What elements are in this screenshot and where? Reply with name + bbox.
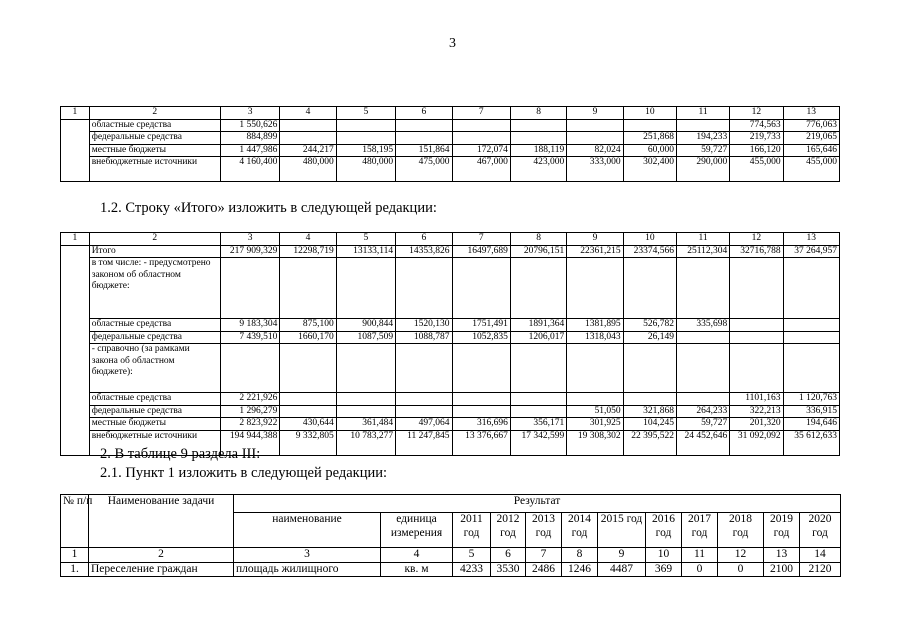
year-header: 2011 год <box>453 513 491 548</box>
value-cell <box>623 344 676 393</box>
value-cell: 1087,509 <box>336 331 395 344</box>
column-number: 11 <box>676 107 729 120</box>
value-cell: 1052,835 <box>452 331 510 344</box>
value-cell: 290,000 <box>676 157 729 182</box>
year-header: 2020 год <box>800 513 841 548</box>
value-cell: 37 264,957 <box>783 245 839 258</box>
value-cell <box>623 119 676 132</box>
column-number: 7 <box>452 107 510 120</box>
column-number: 9 <box>598 548 646 563</box>
value-cell: 336,915 <box>783 405 839 418</box>
value-cell: 188,119 <box>510 144 566 157</box>
value-cell: 59,727 <box>676 418 729 431</box>
column-number: 6 <box>491 548 526 563</box>
table-row <box>61 245 840 258</box>
column-number: 13 <box>783 233 839 246</box>
column-number: 12 <box>718 548 764 563</box>
value-cell: 20796,151 <box>510 245 566 258</box>
value-cell: 10 783,277 <box>336 430 395 455</box>
value-cell: 2100 <box>764 562 800 577</box>
value-cell <box>676 258 729 319</box>
value-cell: 3530 <box>491 562 526 577</box>
value-cell <box>567 258 623 319</box>
column-number: 1 <box>61 107 90 120</box>
column-number: 10 <box>646 548 682 563</box>
year-header: 2017 год <box>682 513 718 548</box>
value-cell: 60,000 <box>623 144 676 157</box>
value-cell <box>676 119 729 132</box>
paragraph-1-2: 1.2. Строку «Итого» изложить в следующей редакции: <box>100 200 437 216</box>
value-cell: 9 183,304 <box>220 319 279 332</box>
column-number: 3 <box>234 548 381 563</box>
value-cell: 900,844 <box>336 319 395 332</box>
value-cell <box>280 405 336 418</box>
value-cell <box>280 258 336 319</box>
value-cell: 25112,304 <box>676 245 729 258</box>
value-cell: 22 395,522 <box>623 430 676 455</box>
table-row <box>61 119 840 132</box>
value-cell <box>452 393 510 406</box>
value-cell: 884,899 <box>220 132 279 145</box>
value-cell: 1 447,986 <box>220 144 279 157</box>
value-cell: 467,000 <box>452 157 510 182</box>
value-cell <box>510 405 566 418</box>
value-cell: 430,644 <box>280 418 336 431</box>
value-cell: 244,217 <box>280 144 336 157</box>
column-number: 13 <box>783 107 839 120</box>
value-cell: 11 247,845 <box>396 430 452 455</box>
value-cell <box>452 119 510 132</box>
value-cell: 35 612,633 <box>783 430 839 455</box>
value-cell: 59,727 <box>676 144 729 157</box>
table-row <box>61 157 840 182</box>
value-cell: 2 823,922 <box>220 418 279 431</box>
value-cell: 194,233 <box>676 132 729 145</box>
paragraph-2: 2. В таблице 9 раздела III: <box>100 446 261 462</box>
value-cell: 321,868 <box>623 405 676 418</box>
value-cell <box>783 344 839 393</box>
value-cell <box>783 331 839 344</box>
value-cell: 1381,895 <box>567 319 623 332</box>
row-label: областные средства <box>89 393 220 406</box>
value-cell <box>220 344 279 393</box>
column-number: 5 <box>336 107 395 120</box>
column-number: 3 <box>220 233 279 246</box>
value-cell <box>336 258 395 319</box>
column-number: 7 <box>526 548 562 563</box>
column-number: 2 <box>89 107 220 120</box>
value-cell: 23374,566 <box>623 245 676 258</box>
row-label: Итого <box>89 245 220 258</box>
value-cell: 361,484 <box>336 418 395 431</box>
value-cell: 22361,215 <box>567 245 623 258</box>
value-cell: 774,563 <box>730 119 783 132</box>
value-cell: 4 160,400 <box>220 157 279 182</box>
value-cell: 14353,826 <box>396 245 452 258</box>
table-row <box>61 144 840 157</box>
header-number: № п/п <box>61 495 89 548</box>
value-cell: 1246 <box>562 562 598 577</box>
value-cell: 2486 <box>526 562 562 577</box>
value-cell: 480,000 <box>336 157 395 182</box>
value-cell: 1751,491 <box>452 319 510 332</box>
value-cell: 2 221,926 <box>220 393 279 406</box>
value-cell: 423,000 <box>510 157 566 182</box>
value-cell: 302,400 <box>623 157 676 182</box>
value-cell <box>567 132 623 145</box>
value-cell <box>452 344 510 393</box>
row-label: в том числе: - предусмотрено законом об областном бюджете: <box>89 258 220 319</box>
value-cell: 7 439,510 <box>220 331 279 344</box>
value-cell: 1 550,626 <box>220 119 279 132</box>
value-cell: 4487 <box>598 562 646 577</box>
column-number: 11 <box>676 233 729 246</box>
total-budget-table <box>60 232 840 456</box>
value-cell: 333,000 <box>567 157 623 182</box>
year-header: 2015 год <box>598 513 646 548</box>
header-task: Наименование задачи <box>89 495 234 548</box>
row-label: федеральные средства <box>89 405 220 418</box>
value-cell: 12298,719 <box>280 245 336 258</box>
year-header: 2014 год <box>562 513 598 548</box>
table-row <box>61 331 840 344</box>
value-cell: 1660,170 <box>280 331 336 344</box>
value-cell: 26,149 <box>623 331 676 344</box>
value-cell: 13133,114 <box>336 245 395 258</box>
value-cell: 875,100 <box>280 319 336 332</box>
value-cell: 264,233 <box>676 405 729 418</box>
value-cell <box>510 258 566 319</box>
column-number: 2 <box>89 548 234 563</box>
table-row <box>61 319 840 332</box>
value-cell <box>676 344 729 393</box>
column-number: 10 <box>623 233 676 246</box>
column-number: 6 <box>396 233 452 246</box>
value-cell <box>336 405 395 418</box>
column-number: 3 <box>220 107 279 120</box>
value-cell <box>567 393 623 406</box>
column-number: 12 <box>730 107 783 120</box>
value-cell: 201,320 <box>730 418 783 431</box>
column-number: 2 <box>89 233 220 246</box>
value-cell: 165,646 <box>783 144 839 157</box>
column-number: 8 <box>510 233 566 246</box>
value-cell <box>396 393 452 406</box>
year-header: 2012 год <box>491 513 526 548</box>
header-result: Результат <box>234 495 841 513</box>
value-cell <box>336 344 395 393</box>
value-cell <box>567 344 623 393</box>
table-header-row <box>61 233 840 246</box>
value-cell: 217 909,329 <box>220 245 279 258</box>
value-cell <box>452 258 510 319</box>
value-cell: 322,213 <box>730 405 783 418</box>
table-row <box>61 405 840 418</box>
value-cell: 1 120,763 <box>783 393 839 406</box>
value-cell <box>510 119 566 132</box>
value-cell: 17 342,599 <box>510 430 566 455</box>
row-index-cell <box>61 245 90 455</box>
value-cell: 194,646 <box>783 418 839 431</box>
row-label: федеральные средства <box>89 331 220 344</box>
budget-table-continuation <box>60 106 840 182</box>
value-cell: 1. <box>61 562 89 577</box>
value-cell: 0 <box>718 562 764 577</box>
value-cell: 369 <box>646 562 682 577</box>
value-cell: 1206,017 <box>510 331 566 344</box>
row-index-cell <box>61 119 90 182</box>
value-cell <box>396 344 452 393</box>
value-cell <box>623 258 676 319</box>
value-cell: 104,245 <box>623 418 676 431</box>
value-cell <box>396 258 452 319</box>
value-cell <box>730 331 783 344</box>
value-cell <box>280 344 336 393</box>
value-cell: 301,925 <box>567 418 623 431</box>
column-number: 13 <box>764 548 800 563</box>
column-number: 9 <box>567 107 623 120</box>
column-number: 4 <box>280 233 336 246</box>
paragraph-2-1: 2.1. Пункт 1 изложить в следующей редакции: <box>100 465 388 481</box>
value-cell <box>280 132 336 145</box>
column-number: 5 <box>453 548 491 563</box>
value-cell <box>396 132 452 145</box>
column-number: 14 <box>800 548 841 563</box>
value-cell <box>623 393 676 406</box>
page-number: 3 <box>449 36 456 51</box>
value-cell: 172,074 <box>452 144 510 157</box>
row-label: местные бюджеты <box>89 418 220 431</box>
value-cell <box>336 393 395 406</box>
year-header: 2018 год <box>718 513 764 548</box>
value-cell: 1088,787 <box>396 331 452 344</box>
value-cell <box>510 132 566 145</box>
value-cell: 480,000 <box>280 157 336 182</box>
value-cell: 32716,788 <box>730 245 783 258</box>
value-cell: 158,195 <box>336 144 395 157</box>
column-number: 8 <box>562 548 598 563</box>
value-cell <box>280 119 336 132</box>
table-row <box>61 132 840 145</box>
year-header: 2016 год <box>646 513 682 548</box>
results-table <box>60 494 841 577</box>
value-cell: 497,064 <box>396 418 452 431</box>
task-name: Переселение граждан <box>89 562 234 577</box>
column-number: 10 <box>623 107 676 120</box>
value-cell: 1520,130 <box>396 319 452 332</box>
column-number: 8 <box>510 107 566 120</box>
year-header: 2019 год <box>764 513 800 548</box>
value-cell: 455,000 <box>783 157 839 182</box>
value-cell <box>783 258 839 319</box>
column-number: 5 <box>336 233 395 246</box>
value-cell: 82,024 <box>567 144 623 157</box>
year-header: 2013 год <box>526 513 562 548</box>
column-number: 9 <box>567 233 623 246</box>
row-label: областные средства <box>89 319 220 332</box>
value-cell <box>396 119 452 132</box>
table-header-row <box>61 107 840 120</box>
value-cell <box>730 319 783 332</box>
table-row <box>61 344 840 393</box>
table-row <box>61 418 840 431</box>
value-cell <box>783 319 839 332</box>
value-cell: 19 308,302 <box>567 430 623 455</box>
value-cell: 166,120 <box>730 144 783 157</box>
value-cell: 1101,163 <box>730 393 783 406</box>
row-label: внебюджетные источники <box>89 157 220 182</box>
value-cell <box>730 344 783 393</box>
row-label: - справочно (за рамками закона об областном бюджете): <box>89 344 220 393</box>
value-cell: 0 <box>682 562 718 577</box>
value-cell: 13 376,667 <box>452 430 510 455</box>
column-number: 1 <box>61 548 89 563</box>
value-cell <box>452 132 510 145</box>
value-cell <box>396 405 452 418</box>
value-cell: 219,733 <box>730 132 783 145</box>
value-cell <box>336 119 395 132</box>
value-cell: 51,050 <box>567 405 623 418</box>
value-cell <box>676 393 729 406</box>
value-cell: 455,000 <box>730 157 783 182</box>
value-cell <box>280 393 336 406</box>
value-cell <box>510 344 566 393</box>
table-row <box>61 393 840 406</box>
value-cell: 24 452,646 <box>676 430 729 455</box>
row-label: федеральные средства <box>89 132 220 145</box>
value-cell: 251,868 <box>623 132 676 145</box>
column-number: 12 <box>730 233 783 246</box>
header-name: наименование <box>234 513 381 548</box>
value-cell: 16497,689 <box>452 245 510 258</box>
value-cell: 475,000 <box>396 157 452 182</box>
value-cell: 1891,364 <box>510 319 566 332</box>
value-cell: 335,698 <box>676 319 729 332</box>
value-cell <box>730 258 783 319</box>
value-cell: 219,065 <box>783 132 839 145</box>
value-cell: 31 092,092 <box>730 430 783 455</box>
value-cell <box>567 119 623 132</box>
value-cell <box>220 258 279 319</box>
value-cell <box>510 393 566 406</box>
value-cell: 776,063 <box>783 119 839 132</box>
column-number: 4 <box>381 548 453 563</box>
row-label: внебюджетные источники <box>89 430 220 455</box>
column-number: 4 <box>280 107 336 120</box>
value-cell: 1 296,279 <box>220 405 279 418</box>
column-number: 7 <box>452 233 510 246</box>
value-cell <box>336 132 395 145</box>
header-unit: единица измерения <box>381 513 453 548</box>
value-cell: 1318,043 <box>567 331 623 344</box>
value-cell <box>676 331 729 344</box>
value-cell: 4233 <box>453 562 491 577</box>
value-cell: 151,864 <box>396 144 452 157</box>
value-cell: 356,171 <box>510 418 566 431</box>
value-cell <box>452 405 510 418</box>
column-number: 11 <box>682 548 718 563</box>
table-row <box>61 258 840 319</box>
column-number: 1 <box>61 233 90 246</box>
value-cell: 9 332,805 <box>280 430 336 455</box>
row-label: областные средства <box>89 119 220 132</box>
value-cell: 526,782 <box>623 319 676 332</box>
value-cell: 194 944,388 <box>220 430 279 455</box>
row-label: местные бюджеты <box>89 144 220 157</box>
value-cell: 2120 <box>800 562 841 577</box>
indicator-name: площадь жилищного <box>234 562 381 577</box>
value-cell: 316,696 <box>452 418 510 431</box>
value-cell: кв. м <box>381 562 453 577</box>
column-number: 6 <box>396 107 452 120</box>
